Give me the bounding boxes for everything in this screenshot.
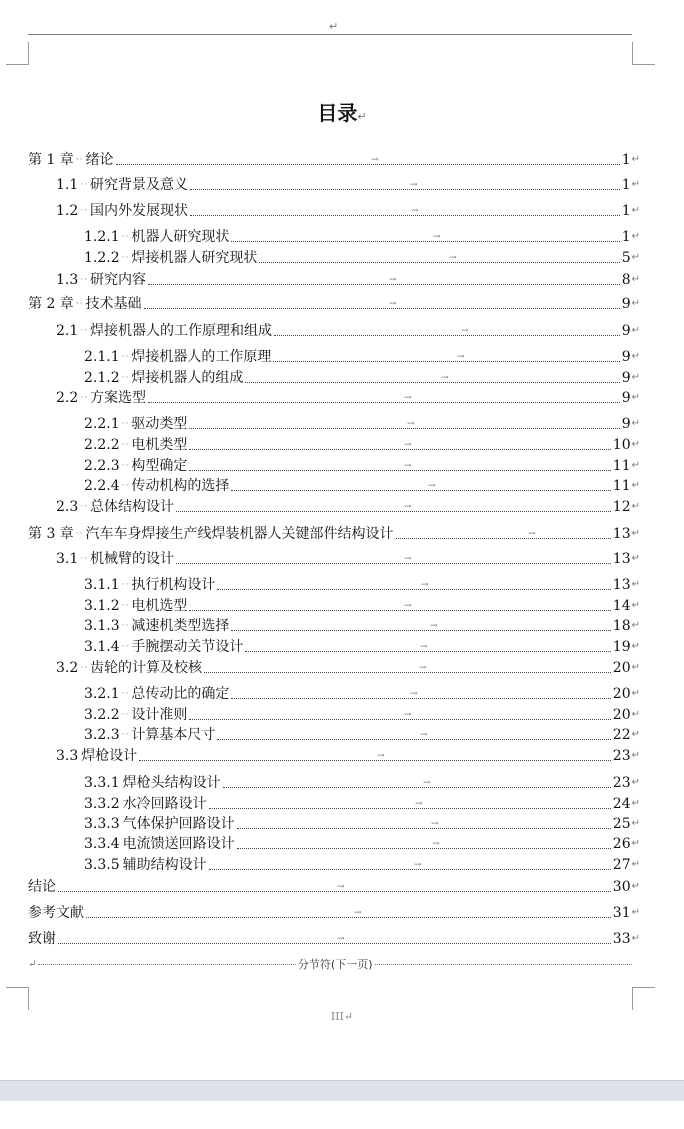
- paragraph-mark: ↵: [631, 325, 640, 336]
- tab-mark: →: [420, 642, 428, 652]
- toc-entry-title: 研究背景及意义: [90, 177, 188, 193]
- toc-entry-title: 水冷回路设计: [122, 796, 207, 812]
- toc-entry-separator: ··: [121, 481, 130, 491]
- toc-entry[interactable]: [84, 793, 640, 813]
- toc-entry-leader: [86, 908, 611, 918]
- paragraph-mark: ↵: [631, 179, 640, 190]
- toc-entry-number: 1.2.2: [84, 250, 120, 266]
- paragraph-mark: ↵: [631, 688, 640, 699]
- toc-entry-number: 3.1.1: [84, 577, 120, 593]
- toc-entry-title: 结论: [28, 879, 56, 895]
- toc-entry[interactable]: [84, 833, 640, 853]
- paragraph-mark: ↵: [631, 252, 640, 263]
- toc-entry[interactable]: [56, 269, 640, 289]
- toc-entry-leader: [237, 839, 611, 849]
- toc-entry-page: 33: [612, 931, 631, 947]
- toc-entry-title: 绪论: [85, 152, 114, 168]
- margin-corner-top-left: [6, 42, 29, 65]
- tab-mark: →: [432, 839, 440, 849]
- toc-entry-number: 第 3 章: [28, 526, 74, 542]
- tab-mark: →: [337, 882, 345, 892]
- toc-entry-separator: ··: [80, 663, 88, 673]
- toc-entry-page: 20: [612, 707, 631, 723]
- toc-entry-number: 3.3.1: [84, 775, 120, 791]
- toc-entry-leader: [245, 642, 610, 652]
- toc-entry-number: 3.2: [56, 660, 79, 676]
- toc-entry-page: 23: [612, 775, 631, 791]
- toc-entry-title: 执行机构设计: [131, 577, 216, 593]
- toc-entry-page: 12: [612, 499, 631, 515]
- tab-mark: →: [404, 502, 412, 512]
- margin-corner-top-right: [632, 42, 655, 65]
- toc-entry-number: 3.2.2: [84, 707, 120, 723]
- toc-entry-number: 3.1.4: [84, 639, 120, 655]
- toc-entry-separator: ··: [80, 275, 88, 285]
- tab-mark: →: [441, 373, 449, 383]
- toc-entry-title: 焊接机器人的工作原理和组成: [90, 323, 272, 339]
- paragraph-mark: ↵: [631, 231, 640, 242]
- tab-mark: →: [457, 352, 465, 362]
- toc-entry-separator: ··: [121, 689, 130, 699]
- paragraph-mark: ↵: [631, 709, 640, 720]
- tab-mark: →: [421, 580, 429, 590]
- toc-entry[interactable]: [56, 657, 640, 677]
- toc-entry[interactable]: [56, 200, 640, 220]
- toc-entry-title: 驱动类型: [131, 416, 188, 432]
- toc-entry-title: 国内外发展现状: [90, 203, 188, 219]
- toc-entry[interactable]: [84, 226, 640, 246]
- paragraph-mark: ↵: [631, 553, 640, 564]
- toc-entry-title: 技术基础: [85, 296, 142, 312]
- toc-entry-number: 1.2.1: [84, 229, 120, 245]
- toc-entry-page: 19: [612, 639, 631, 655]
- toc-entry-number: 第 1 章: [28, 152, 74, 168]
- toc-entry-title: 手腕摆动关节设计: [131, 639, 244, 655]
- toc-entry-leader: [237, 819, 611, 829]
- toc-entry-separator: ··: [121, 730, 130, 740]
- toc-entry-separator: ··: [80, 206, 88, 216]
- toc-entry-number: 1.3: [56, 272, 79, 288]
- tab-mark: →: [411, 206, 419, 216]
- toc-entry[interactable]: [84, 475, 640, 495]
- toc-entry[interactable]: [84, 455, 640, 475]
- toc-entry-page: 25: [612, 816, 631, 832]
- toc-entry-title: 焊接机器人的工作原理: [131, 349, 272, 365]
- paragraph-mark: ↵: [631, 392, 640, 403]
- paragraph-mark: ↵: [631, 620, 640, 631]
- toc-entry-page: 26: [612, 836, 631, 852]
- margin-corner-bottom-right: [632, 987, 655, 1010]
- toc-entry-leader: [217, 730, 610, 740]
- tab-mark: →: [419, 663, 427, 673]
- toc-entry[interactable]: [56, 387, 640, 407]
- toc-entry-page: 9: [621, 370, 631, 386]
- toc-entry-title: 构型确定: [131, 458, 188, 474]
- toc-entry-page: 30: [612, 879, 631, 895]
- toc-entry-page: 10: [612, 437, 631, 453]
- toc-entry-page: 20: [612, 660, 631, 676]
- section-break-label: 分节符(下一页): [297, 958, 373, 971]
- paragraph-mark: ↵: [631, 750, 640, 761]
- toc-entry-page: 18: [612, 618, 631, 634]
- tab-mark: →: [414, 860, 422, 870]
- toc-entry-number: 2.1.1: [84, 349, 120, 365]
- toc-entry-leader: [209, 799, 611, 809]
- toc-entry-page: 13: [612, 577, 631, 593]
- paragraph-mark: ↵: [631, 859, 640, 870]
- toc-entry-separator: ··: [75, 155, 84, 165]
- toc-entry-title: 机械臂的设计: [90, 551, 174, 567]
- toc-entry[interactable]: [84, 854, 640, 874]
- toc-entry-page: 8: [621, 272, 631, 288]
- toc-entry-page: 13: [612, 551, 631, 567]
- toc-entry[interactable]: [28, 928, 640, 948]
- tab-mark: →: [404, 440, 412, 450]
- toc-entry-title: 焊枪设计: [81, 748, 138, 764]
- toc-entry-separator: ··: [80, 393, 88, 403]
- toc-entry-separator: ··: [121, 352, 130, 362]
- section-break-dots-left: [38, 964, 296, 965]
- paragraph-mark: ↵: [631, 881, 640, 892]
- toc-entry-leader: [176, 502, 611, 512]
- toc-entry-number: 2.2.2: [84, 437, 120, 453]
- toc-entry-title: 研究内容: [90, 272, 146, 288]
- toc-entry-title: 计算基本尺寸: [131, 727, 216, 743]
- toc-entry-number: 3.3.4: [84, 836, 120, 852]
- toc-entry-separator: ··: [121, 580, 130, 590]
- toc-entry-leader: [231, 481, 610, 491]
- toc-entry[interactable]: [84, 247, 640, 267]
- header-rule: [28, 34, 632, 35]
- toc-entry-page: 20: [612, 686, 631, 702]
- toc-entry-leader: [144, 299, 620, 309]
- toc-entry-leader: [217, 580, 610, 590]
- toc-entry[interactable]: [84, 724, 640, 744]
- toc-entry-number: 3.3.5: [84, 857, 120, 873]
- tab-mark: →: [528, 529, 536, 539]
- toc-entry-page: 9: [621, 296, 631, 312]
- toc-entry-leader: [189, 710, 610, 720]
- toc-entry-separator: ··: [75, 299, 84, 309]
- paragraph-mark: ↵: [631, 838, 640, 849]
- paragraph-mark: ↵: [631, 600, 640, 611]
- toc-entry-page: 11: [612, 458, 631, 474]
- toc-entry-page: 13: [612, 526, 631, 542]
- page-number-text: III: [330, 1010, 344, 1023]
- toc-entry-title: 焊枪头结构设计: [122, 775, 221, 791]
- tab-mark: →: [420, 730, 428, 740]
- toc-entry-leader: [396, 529, 611, 539]
- tab-mark: →: [433, 232, 441, 242]
- paragraph-mark: ↵: [631, 907, 640, 918]
- tab-mark: →: [404, 554, 412, 564]
- paragraph-mark: ↵: [631, 662, 640, 673]
- toc-entry-title: 电机选型: [131, 598, 188, 614]
- toc-entry-page: 23: [612, 748, 631, 764]
- tab-mark: →: [449, 253, 457, 263]
- toc-entry[interactable]: [84, 413, 640, 433]
- toc-entry-page: 31: [612, 905, 631, 921]
- toc-entry-separator: ··: [80, 502, 88, 512]
- toc-entry-number: 3.3: [56, 748, 79, 764]
- toc-entry[interactable]: [56, 320, 640, 340]
- tab-mark: →: [389, 299, 397, 309]
- toc-entry-title: 电流馈送回路设计: [122, 836, 235, 852]
- tab-mark: →: [423, 778, 431, 788]
- tab-mark: →: [407, 419, 415, 429]
- toc-entry[interactable]: [84, 683, 640, 703]
- toc-entry-leader: [190, 180, 620, 190]
- toc-entry[interactable]: [84, 595, 640, 615]
- toc-entry-separator: ··: [121, 419, 130, 429]
- toc-entry[interactable]: [84, 574, 640, 594]
- toc-entry-page: 27: [612, 857, 631, 873]
- toc-entry-title: 减速机类型选择: [131, 618, 230, 634]
- toc-entry-number: 1.1: [56, 177, 79, 193]
- toc-entry-number: 2.3: [56, 499, 79, 515]
- toc-entry-number: 3.1.2: [84, 598, 120, 614]
- toc-entry[interactable]: [28, 523, 640, 543]
- tab-mark: →: [431, 819, 439, 829]
- toc-entry-number: 3.3.2: [84, 796, 120, 812]
- toc-entry-leader: [139, 751, 611, 761]
- toc-entry-separator: ··: [121, 373, 130, 383]
- toc-entry-page: 9: [621, 390, 631, 406]
- toc-entry-leader: [58, 934, 611, 944]
- toc-entry-separator: ··: [121, 253, 130, 263]
- window-background: [0, 1101, 684, 1129]
- paragraph-mark: ↵: [631, 798, 640, 809]
- paragraph-mark: ↵: [631, 439, 640, 450]
- paragraph-mark: ↵: [631, 372, 640, 383]
- toc-entry[interactable]: [56, 745, 640, 765]
- toc-entry[interactable]: [56, 548, 640, 568]
- toc-entry-separator: ··: [121, 461, 130, 471]
- toc-entry-leader: [189, 440, 610, 450]
- toc-entry-number: 3.1.3: [84, 618, 120, 634]
- toc-entry-title: 总传动比的确定: [131, 686, 230, 702]
- paragraph-mark: ↵: [631, 729, 640, 740]
- paragraph-mark: ↵: [631, 274, 640, 285]
- window-bottom-bar: [0, 1080, 684, 1101]
- section-break[interactable]: [28, 956, 632, 972]
- toc-entry-page: 9: [621, 323, 631, 339]
- toc-entry-leader: [223, 778, 611, 788]
- header-paragraph-mark: ↵: [329, 20, 339, 33]
- paragraph-mark: ↵: [631, 351, 640, 362]
- tab-mark: →: [404, 393, 412, 403]
- tab-mark: →: [337, 934, 345, 944]
- tab-mark: →: [461, 326, 469, 336]
- toc-entry[interactable]: [28, 293, 640, 313]
- tab-mark: →: [404, 461, 412, 471]
- toc-entry-separator: ··: [80, 326, 88, 336]
- toc-entry-title: 机器人研究现状: [131, 229, 230, 245]
- toc-entry-number: 3.2.3: [84, 727, 120, 743]
- toc-entry-number: 2.1.2: [84, 370, 120, 386]
- tab-mark: →: [389, 275, 397, 285]
- toc-entry-title: 方案选型: [90, 390, 146, 406]
- toc-entry-number: 2.2: [56, 390, 79, 406]
- toc-entry-leader: [273, 352, 619, 362]
- toc-entry-title: 传动机构的选择: [131, 478, 230, 494]
- toc-entry[interactable]: [84, 346, 640, 366]
- paragraph-mark: ↵: [28, 958, 37, 970]
- toc-entry-number: 第 2 章: [28, 296, 74, 312]
- toc-entry-page: 5: [621, 250, 631, 266]
- tab-mark: →: [354, 908, 362, 918]
- toc-entry-number: 2.2.1: [84, 416, 120, 432]
- toc-entry-page: 11: [612, 478, 631, 494]
- toc-entry-title: 辅助结构设计: [122, 857, 207, 873]
- toc-entry-page: 22: [612, 727, 631, 743]
- toc-entry-leader: [231, 689, 610, 699]
- toc-entry-separator: ··: [80, 180, 88, 190]
- toc-entry-title: 气体保护回路设计: [122, 816, 235, 832]
- toc-entry-separator: ··: [121, 232, 130, 242]
- toc-entry-number: 2.2.3: [84, 458, 120, 474]
- toc-entry-leader: [231, 232, 619, 242]
- toc-entry-leader: [148, 275, 620, 285]
- toc-entry-title: 设计准则: [131, 707, 188, 723]
- toc-entry-separator: ··: [121, 621, 130, 631]
- paragraph-mark: ↵: [631, 205, 640, 216]
- toc-entry-page: 1: [621, 152, 631, 168]
- toc-entry-number: 3.1: [56, 551, 79, 567]
- paragraph-mark: ↵: [631, 501, 640, 512]
- toc-entry-leader: [190, 206, 620, 216]
- toc-entry-page: 1: [621, 203, 631, 219]
- toc-entry-separator: ··: [121, 601, 130, 611]
- toc-entry-leader: [245, 373, 619, 383]
- toc-entry-separator: ··: [121, 710, 130, 720]
- toc-entry-title: 齿轮的计算及校核: [90, 660, 202, 676]
- paragraph-mark: ↵: [343, 1010, 354, 1023]
- tab-mark: →: [371, 155, 379, 165]
- paragraph-mark: ↵: [357, 110, 367, 123]
- toc-entry-leader: [148, 393, 620, 403]
- toc-entry-separator: ··: [121, 642, 130, 652]
- toc-entry-page: 9: [621, 349, 631, 365]
- toc-entry[interactable]: [84, 704, 640, 724]
- paragraph-mark: ↵: [631, 418, 640, 429]
- toc-entry-leader: [231, 621, 610, 631]
- page-number: [0, 1010, 684, 1023]
- paragraph-mark: ↵: [631, 777, 640, 788]
- toc-entry-page: 1: [621, 229, 631, 245]
- toc-entry-title: 电机类型: [131, 437, 188, 453]
- tab-mark: →: [430, 621, 438, 631]
- tab-mark: →: [415, 799, 423, 809]
- toc-entry-separator: ··: [75, 529, 84, 539]
- toc-entry[interactable]: [84, 813, 640, 833]
- toc-entry[interactable]: [84, 434, 640, 454]
- toc-entry-leader: [176, 554, 611, 564]
- paragraph-mark: ↵: [631, 460, 640, 471]
- toc-entry-title: 焊接机器人的组成: [131, 370, 244, 386]
- toc-entry-title: 总体结构设计: [90, 499, 174, 515]
- toc-entry-page: 1: [621, 177, 631, 193]
- toc-entry-title: 汽车车身焊接生产线焊装机器人关键部件结构设计: [85, 526, 394, 542]
- tab-mark: →: [410, 689, 418, 699]
- toc-entry-leader: [189, 461, 610, 471]
- toc-entry-leader: [189, 601, 610, 611]
- toc-entry[interactable]: [84, 772, 640, 792]
- toc-entry-leader: [58, 882, 611, 892]
- toc-entry-leader: [209, 860, 611, 870]
- toc-entry[interactable]: [28, 902, 640, 922]
- paragraph-mark: ↵: [631, 641, 640, 652]
- toc-entry-title: 焊接机器人研究现状: [131, 250, 258, 266]
- toc-entry-title: 致谢: [28, 931, 56, 947]
- toc-entry-page: 24: [612, 796, 631, 812]
- toc-entry-page: 14: [612, 598, 631, 614]
- toc-entry-number: 2.2.4: [84, 478, 120, 494]
- toc-entry-leader: [274, 326, 620, 336]
- toc-entry-number: 3.3.3: [84, 816, 120, 832]
- paragraph-mark: ↵: [631, 579, 640, 590]
- toc-entry-leader: [116, 155, 620, 165]
- toc-entry[interactable]: [56, 496, 640, 516]
- tab-mark: →: [428, 481, 436, 491]
- tab-mark: →: [377, 751, 385, 761]
- toc-entry[interactable]: [56, 174, 640, 194]
- paragraph-mark: ↵: [631, 480, 640, 491]
- toc-entry[interactable]: [84, 636, 640, 656]
- paragraph-mark: ↵: [631, 933, 640, 944]
- toc-entry-number: 3.2.1: [84, 686, 120, 702]
- paragraph-mark: ↵: [631, 528, 640, 539]
- toc-entry-leader: [189, 419, 619, 429]
- toc-entry-separator: ··: [80, 554, 88, 564]
- toc-entry-leader: [259, 253, 619, 263]
- paragraph-mark: ↵: [631, 154, 640, 165]
- tab-mark: →: [404, 710, 412, 720]
- toc-entry-number: 2.1: [56, 323, 79, 339]
- section-break-dots-right: [375, 964, 633, 965]
- tab-mark: →: [410, 180, 418, 190]
- margin-corner-bottom-left: [6, 987, 29, 1010]
- toc-entry[interactable]: [84, 615, 640, 635]
- tab-mark: →: [404, 601, 412, 611]
- toc-entry[interactable]: [28, 149, 640, 169]
- toc-entry-title: 参考文献: [28, 905, 84, 921]
- paragraph-mark: ↵: [631, 818, 640, 829]
- toc-entry[interactable]: [84, 367, 640, 387]
- toc-entry-separator: ··: [121, 440, 130, 450]
- toc-entry-page: 9: [621, 416, 631, 432]
- toc-entry-leader: [204, 663, 611, 673]
- page-title-text: 目录: [317, 101, 358, 125]
- toc-entry[interactable]: [28, 876, 640, 896]
- toc-entry-number: 1.2: [56, 203, 79, 219]
- page-title[interactable]: [0, 97, 684, 126]
- paragraph-mark: ↵: [631, 298, 640, 309]
